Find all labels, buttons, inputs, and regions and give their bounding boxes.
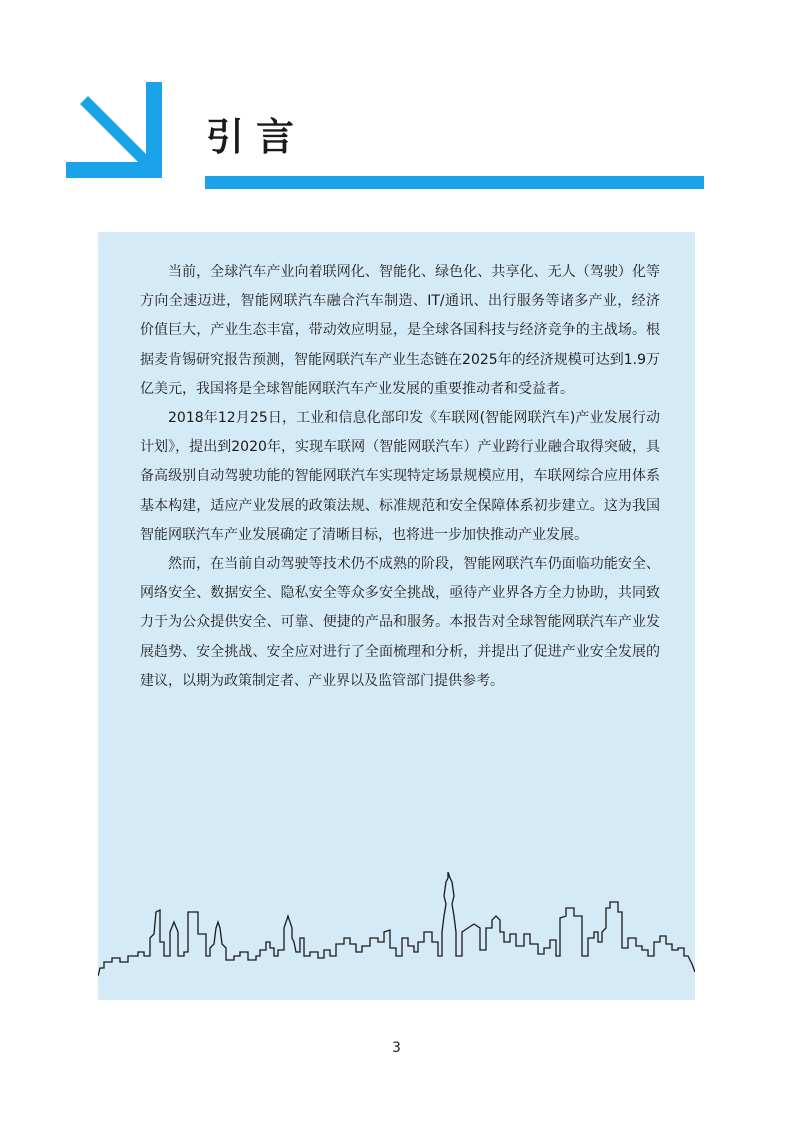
arrow-down-right-icon (66, 82, 174, 190)
paragraph-2: 2018年12月25日，工业和信息化部印发《车联网(智能网联汽车)产业发展行动计划》，提出到2020年，实现车联网（智能网联汽车）产业跨行业融合取得突破，具备高级别自动驾驶功能的智能网联汽车实现特定场景规模应用，车联网综合应用体系基本构建，适应产业发展的政策法规、标准规范和安全保障体系初步建立。这为我国智能网联汽车产业发展确定了清晰目标，也将进一步加快推动产业发展。 (140, 410, 660, 543)
paragraph-1: 当前，全球汽车产业向着联网化、智能化、绿色化、共享化、无人（驾驶）化等方向全速迈进，智能网联汽车融合汽车制造、IT/通讯、出行服务等诸多产业，经济价值巨大，产业生态丰富，带动效应明显，是全球各国科技与经济竞争的主战场。根据麦肯锡研究报告预测，智能网联汽车产业生态链在2025年的经济规模可达到1.9万亿美元，我国将是全球智能网联汽车产业发展的重要推动者和受益者。 (140, 264, 660, 397)
body-text (140, 258, 660, 696)
city-skyline-icon (98, 872, 695, 982)
title-rule (205, 176, 704, 189)
paragraph-3: 然而，在当前自动驾驶等技术仍不成熟的阶段，智能网联汽车仍面临功能安全、网络安全、数据安全、隐私安全等众多安全挑战，亟待产业界各方全力协助，共同致力于为公众提供安全、可靠、便捷的产品和服务。本报告对全球智能网联汽车产业发展趋势、安全挑战、安全应对进行了全面梳理和分析，并提出了促进产业安全发展的建议，以期为政策制定者、产业界以及监管部门提供参考。 (140, 556, 660, 689)
page-title: 引言 (206, 115, 307, 159)
page-number: 3 (392, 1040, 401, 1056)
